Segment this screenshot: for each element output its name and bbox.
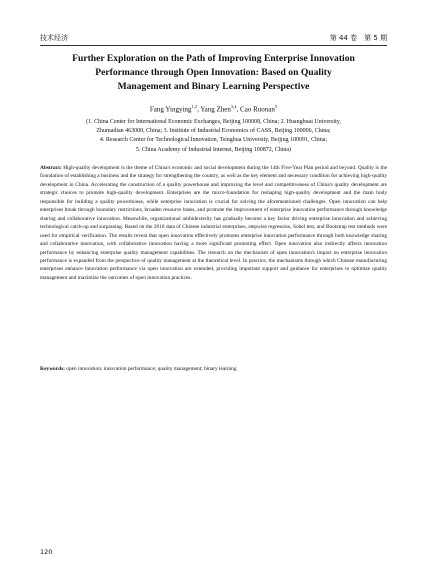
affiliation-line: (1. China Center for International Economic Exchanges, Beijing 100008, China; 2. Huanghuai University,: [86, 119, 341, 125]
affiliations: [40, 118, 387, 155]
journal-name: 技术经济: [40, 34, 68, 42]
affiliation-line: 4. Research Center for Technological Innovation, Tsinghua University, Beijing 100091, China;: [99, 137, 328, 144]
author-2-affil: 3,4: [230, 104, 237, 109]
author-3: Cao Ruonan: [240, 105, 275, 114]
keywords: [40, 366, 387, 372]
issue-number: 第 44 卷 第 5 期: [329, 34, 387, 42]
author-3-affil: 5: [274, 104, 278, 109]
header-divider: [40, 45, 387, 46]
affiliation-line: 5. China Academy of Industrial Internet, Beijing 100872, China): [135, 146, 292, 153]
abstract-label: Abstract:: [40, 165, 62, 171]
paper-title: [40, 52, 387, 94]
author-list: Fang Yingying$^{1,2}$, Yang Zhen$^{3,4}$, Cao Ruonan$^5$: [149, 104, 278, 114]
abstract: [40, 164, 387, 282]
title-line-1: Further Exploration on the Path of Improving Enterprise Innovation: [72, 53, 355, 64]
title-line-3: Management and Binary Learning Perspective: [117, 81, 310, 92]
running-header: [40, 33, 387, 43]
author-1: Fang Yingying: [149, 105, 192, 114]
keywords-text: open innovation; innovation performance; quality management; binary learning: [66, 366, 237, 372]
keywords-label: Keywords:: [40, 366, 65, 372]
title-line-2: Performance through Open Innovation: Based on Quality: [95, 67, 332, 78]
affiliation-line: Zhumadian 463000, China; 3. Institute of Industrial Economics of CASS, Beijing 100006, China;: [96, 128, 331, 135]
author-2: Yang Zhen: [200, 105, 231, 114]
page-number: 120: [40, 548, 53, 556]
abstract-text: High-quality development is the theme of China's economic and social development during the 14th Five-Year Plan period and beyond. Quality is the foundation of establishing a business and the strategy for strengthening the country, as well as the key element and necessary condition for achieving high-quality development in China. Accelerating the construction of a quality powerhouse and improving the level and competitiveness of China's quality development are strategic choices to promote high-quality development. Enterprises are the micro-foundation for reshaping high-quality development and the main body responsible for building a quality powerhouse, while enterprise innovation is crucial for solving the aforementioned challenges. Open innovation can help enterprises break through boundary restrictions, broaden resource bases, and promote the improvement of enterprise innovation performance through knowledge sharing and collaborative innovation. Meanwhile, organizational ambidexterity has gradually become a key factor driving enterprise innovation and achieving technological catch-up and surpassing. Based on the 2018 data of Chinese industrial enterprises, stepwise regression, Sobel test, and Bootstrap test methods were used for empirical verification. The results reveal that open innovation effectively promotes enterprise innovation performance through both knowledge sharing and collaborative innovation, with collaborative innovation having a more significant promoting effect. Open innovation also indirectly affects innovation performance by enhancing enterprise quality management capabilities. The research on the mechanism of open innovation's impact on enterprise innovation performance is expanded from the perspective of quality management at the theoretical level. In practice, the mechanisms through which Chinese manufacturing enterprises enhance innovation performance via open innovation are extended, providing important support and guidance for enterprises to optimize quality management and maximize the outcomes of open innovation practices.: [40, 165, 387, 281]
author-1-affil: 1,2: [191, 104, 198, 109]
